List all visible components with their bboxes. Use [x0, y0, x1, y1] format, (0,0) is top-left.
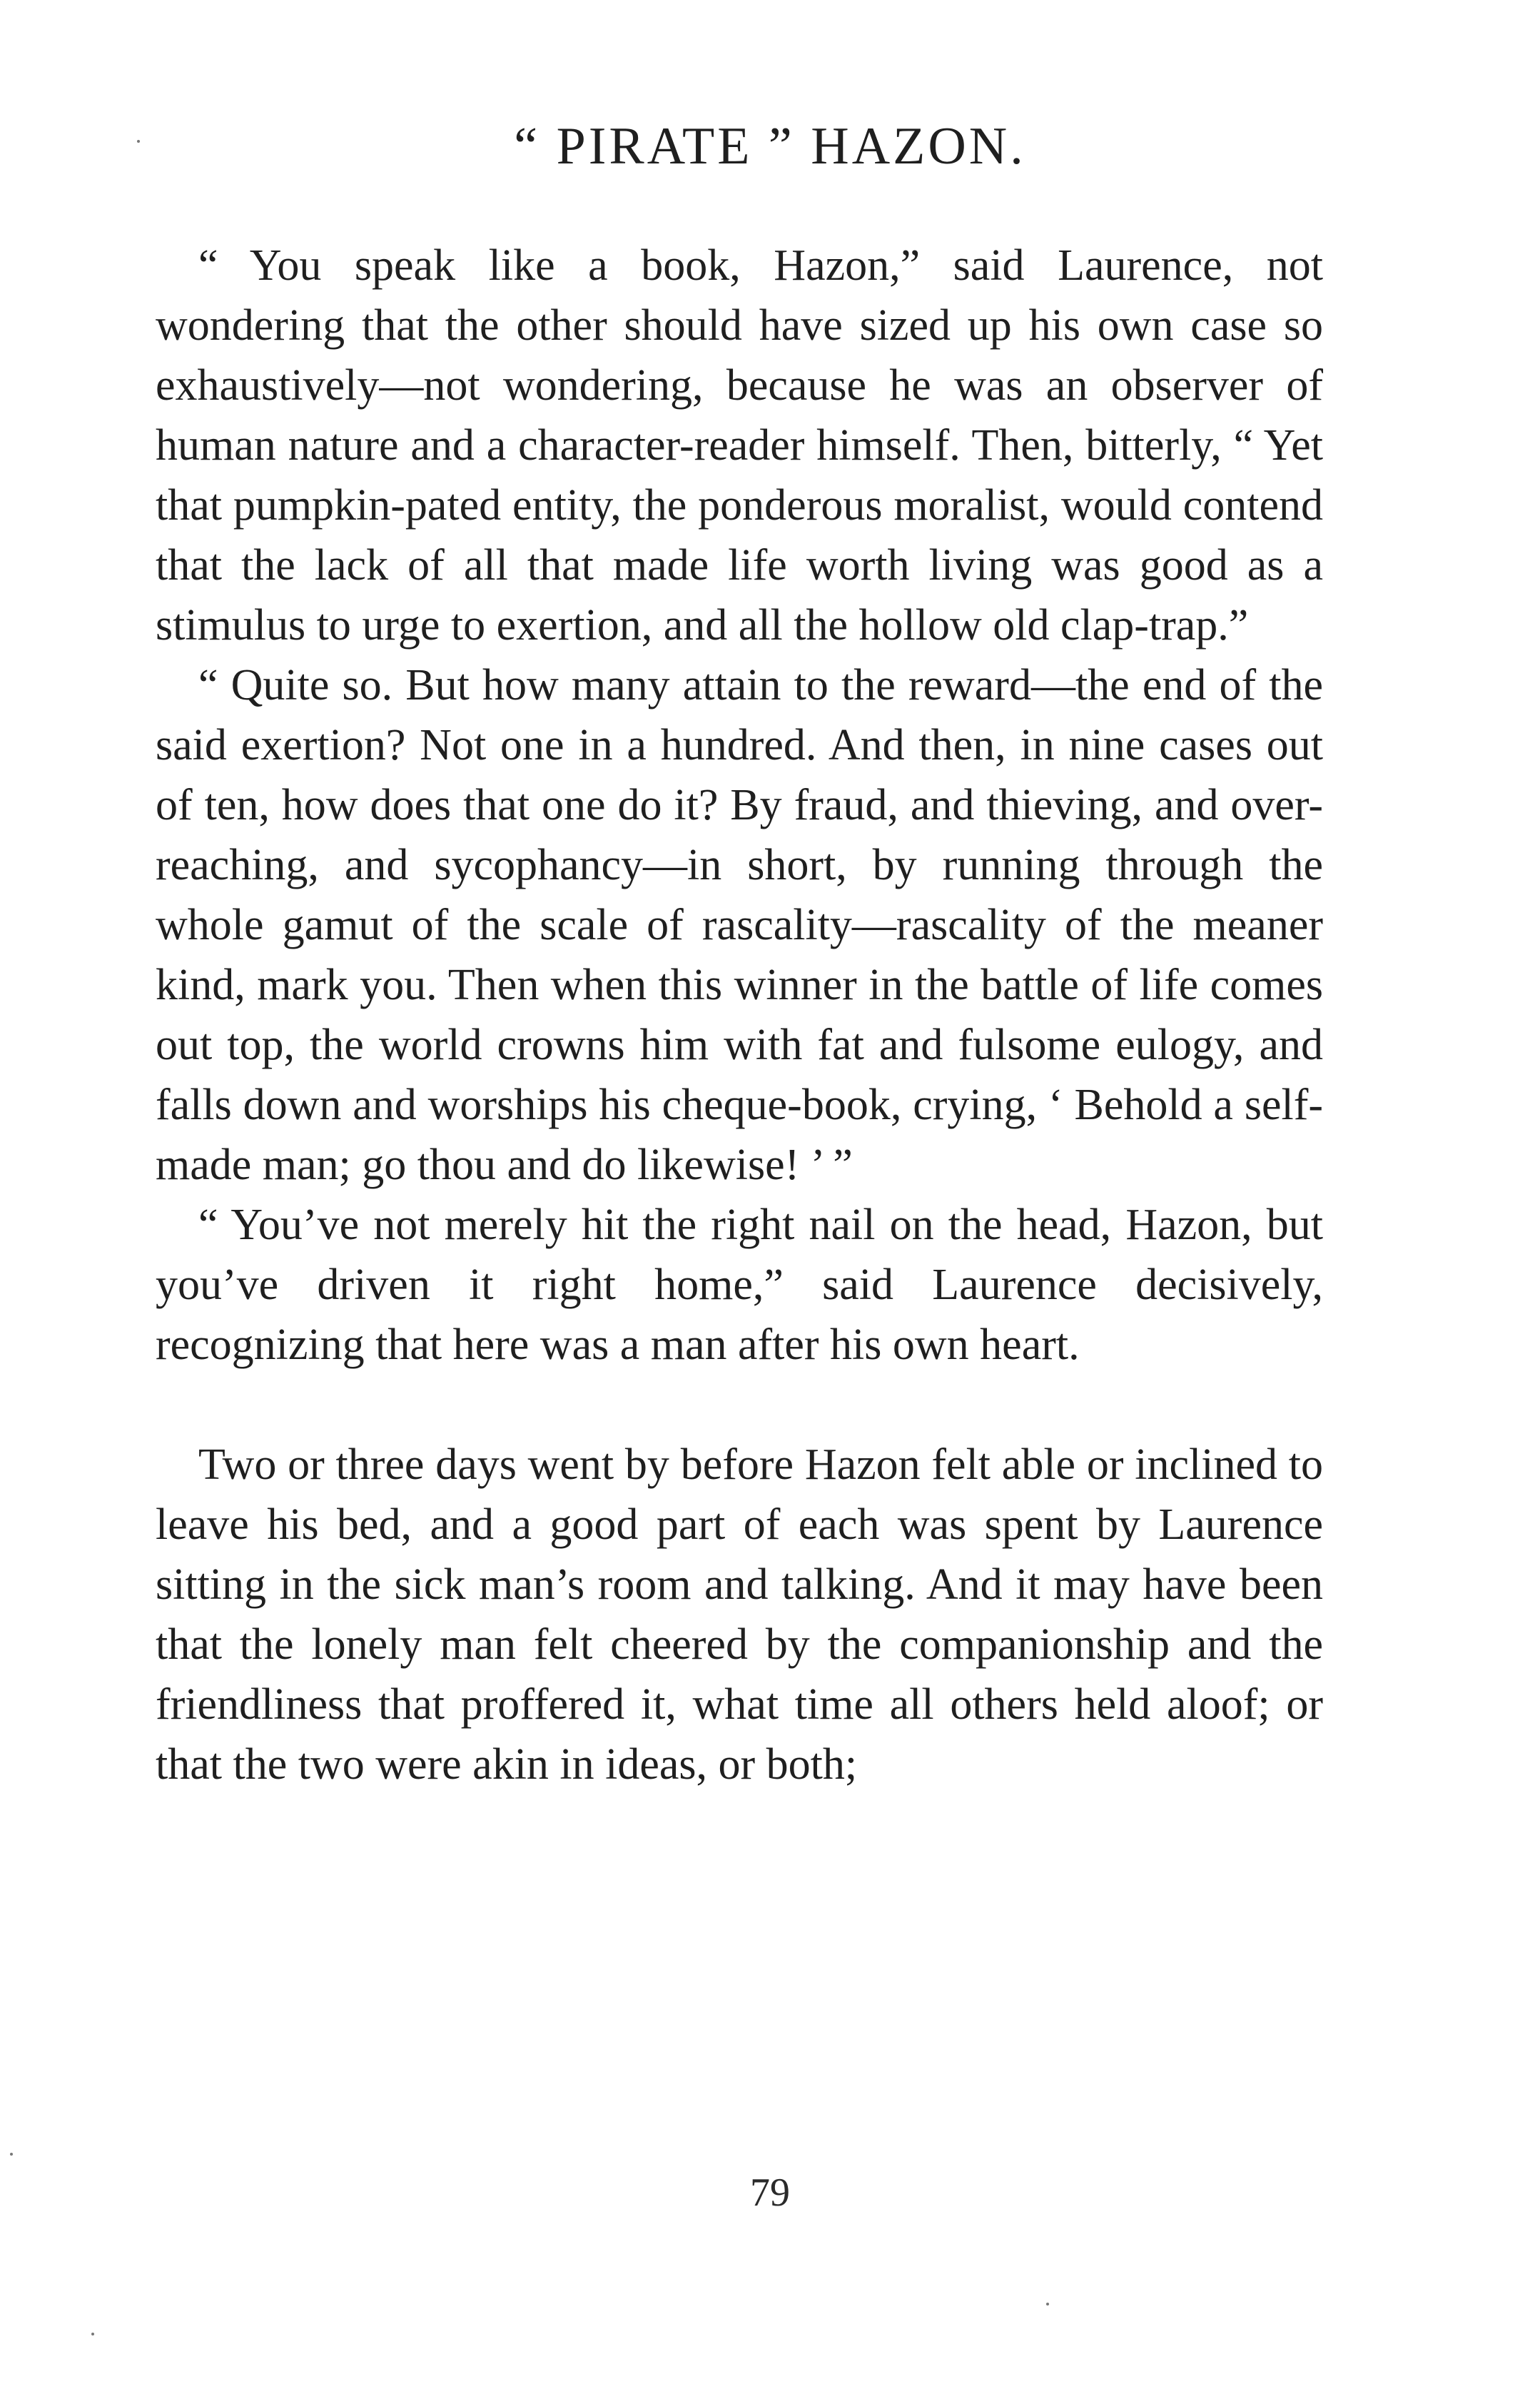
scan-speck	[91, 2333, 94, 2335]
page-number: 79	[750, 2171, 790, 2215]
paragraph-2: “ Quite so. But how many attain to the reward—the end of the said exertion? Not one in a hundred. And then, in nine cases out of ten, how does that one do it? By fraud, and thieving, and over-reaching, and sycophancy—in short, by running through the whole gamut of the scale of rascality—rascality of the meaner kind, mark you. Then when this winner in the battle of life comes out top, the world crowns him with fat and fulsome eulogy, and falls down and worships his cheque-book, crying, ‘ Behold a self-made man; go thou and do likewise! ’ ”	[156, 661, 1323, 1189]
paragraph-3: “ You’ve not merely hit the right nail on the head, Hazon, but you’ve driven it right home,” said Laurence decisively, recognizing that here was a man after his own heart.	[156, 1201, 1323, 1369]
scan-speck	[10, 2153, 13, 2156]
running-head: “ PIRATE ” HAZON.	[514, 117, 1026, 176]
scan-speck	[1046, 2303, 1049, 2305]
paragraph-4: Two or three days went by before Hazon felt able or inclined to leave his bed, and a good part of each was spent by Laurence sitting in the sick man’s room and talking. And it may have been that the lonely man felt cheered by the companionship and the friendliness that proffered it, what time all others held aloof; or that the two were akin in ideas, or both;	[156, 1440, 1323, 1789]
scan-speck	[137, 140, 140, 143]
section-break	[156, 1375, 1323, 1435]
body-text	[156, 236, 1323, 1794]
paragraph-1: “ You speak like a book, Hazon,” said Laurence, not wondering that the other should have sized up his own case so exhaustively—not wondering, because he was an observer of human nature and a character-reader himself. Then, bitterly, “ Yet that pumpkin-pated entity, the ponderous moralist, would contend that the lack of all that made life worth living was good as a stimulus to urge to exertion, and all the hollow old clap-trap.”	[156, 241, 1323, 650]
